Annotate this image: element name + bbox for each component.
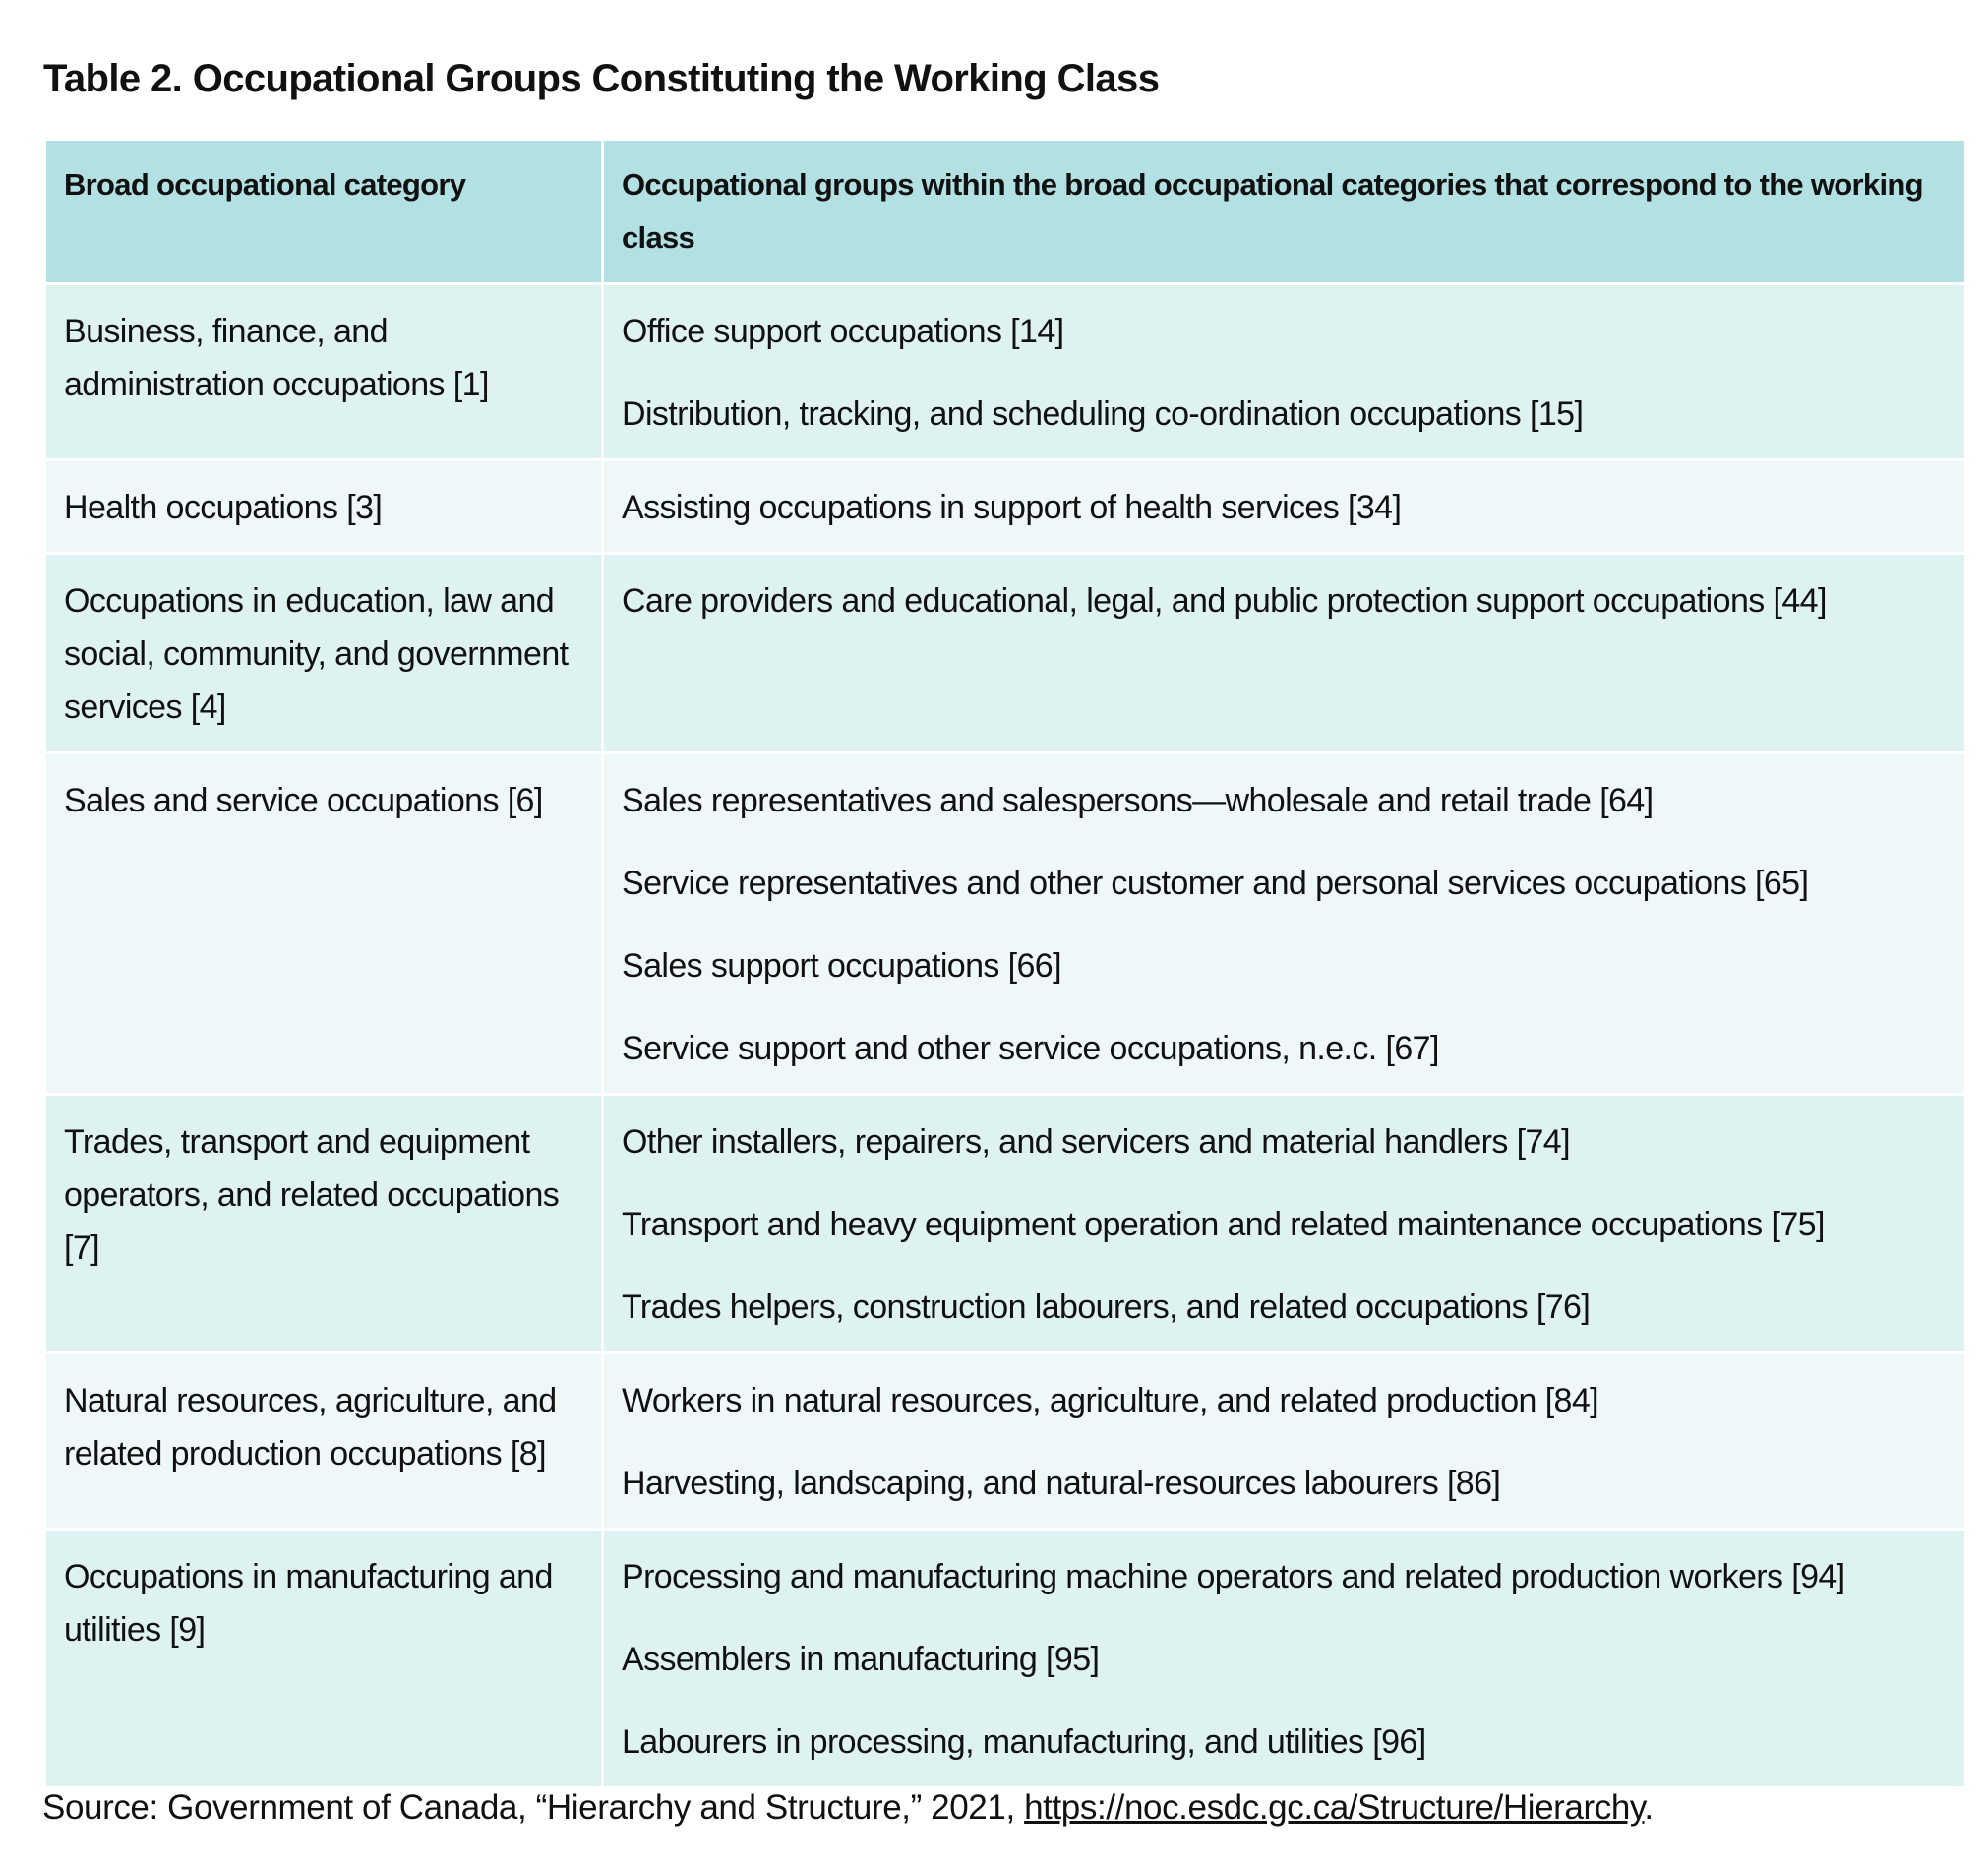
occupational-group-item: Other installers, repairers, and servicers and material handlers [74] [622,1123,1570,1161]
occupational-groups-cell [603,1095,1966,1353]
table-row [45,1530,1966,1788]
occupational-group-item: Care providers and educational, legal, and public protection support occupations [44] [622,582,1827,620]
occupational-group-item: Trades helpers, construction labourers, and related occupations [76] [622,1289,1591,1326]
table-row [45,284,1966,460]
table-row [45,753,1966,1095]
occupational-groups-table [43,138,1967,1789]
occupational-group-item: Harvesting, landscaping, and natural-resources labourers [86] [622,1465,1501,1502]
source-note [42,1788,1654,1828]
occupational-groups-cell [603,753,1966,1095]
table-row [45,1095,1966,1353]
occupational-group-item: Distribution, tracking, and scheduling co-ordination occupations [15] [622,395,1584,433]
occupational-groups-cell [603,284,1966,460]
occupational-groups-cell [603,1530,1966,1788]
occupational-group-item: Assisting occupations in support of health services [34] [622,489,1402,526]
header-broad-category: Broad occupational category [45,140,603,284]
occupational-groups-cell [603,554,1966,753]
table-row [45,460,1966,554]
occupational-groups-cell [603,1353,1966,1530]
broad-category-cell: Trades, transport and equipment operators, and related occupations [7] [45,1095,603,1353]
table-header-row [45,140,1966,284]
broad-category-cell: Natural resources, agriculture, and related production occupations [8] [45,1353,603,1530]
table-title: Table 2. Occupational Groups Constituting the Working Class [43,57,1160,100]
occupational-groups-cell [603,460,1966,554]
source-link[interactable]: https://noc.esdc.gc.ca/Structure/Hierarchy [1024,1788,1645,1827]
source-text: Source: Government of Canada, “Hierarchy and Structure,” 2021, [42,1788,1025,1827]
occupational-group-item: Processing and manufacturing machine operators and related production workers [94] [622,1558,1845,1595]
broad-category-cell: Occupations in manufacturing and utilities [9] [45,1530,603,1788]
broad-category-cell: Occupations in education, law and social, community, and government services [4] [45,554,603,753]
occupational-group-item: Labourers in processing, manufacturing, and utilities [96] [622,1723,1426,1761]
occupational-group-item: Transport and heavy equipment operation and related maintenance occupations [75] [622,1206,1825,1243]
occupational-group-item: Sales support occupations [66] [622,947,1061,985]
table-row [45,554,1966,753]
broad-category-cell: Business, finance, and administration occupations [1] [45,284,603,460]
occupational-group-item: Service support and other service occupations, n.e.c. [67] [622,1030,1439,1067]
broad-category-cell: Sales and service occupations [6] [45,753,603,1095]
occupational-group-item: Service representatives and other customer and personal services occupations [65] [622,865,1809,902]
table-row [45,1353,1966,1530]
occupational-group-item: Office support occupations [14] [622,313,1064,350]
header-occupational-groups: Occupational groups within the broad occupational categories that correspond to the working class [603,140,1966,284]
occupational-group-item: Sales representatives and salespersons—wholesale and retail trade [64] [622,782,1654,819]
occupational-group-item: Workers in natural resources, agriculture, and related production [84] [622,1382,1599,1419]
broad-category-cell: Health occupations [3] [45,460,603,554]
occupational-group-item: Assemblers in manufacturing [95] [622,1641,1100,1678]
source-suffix: . [1644,1788,1654,1827]
